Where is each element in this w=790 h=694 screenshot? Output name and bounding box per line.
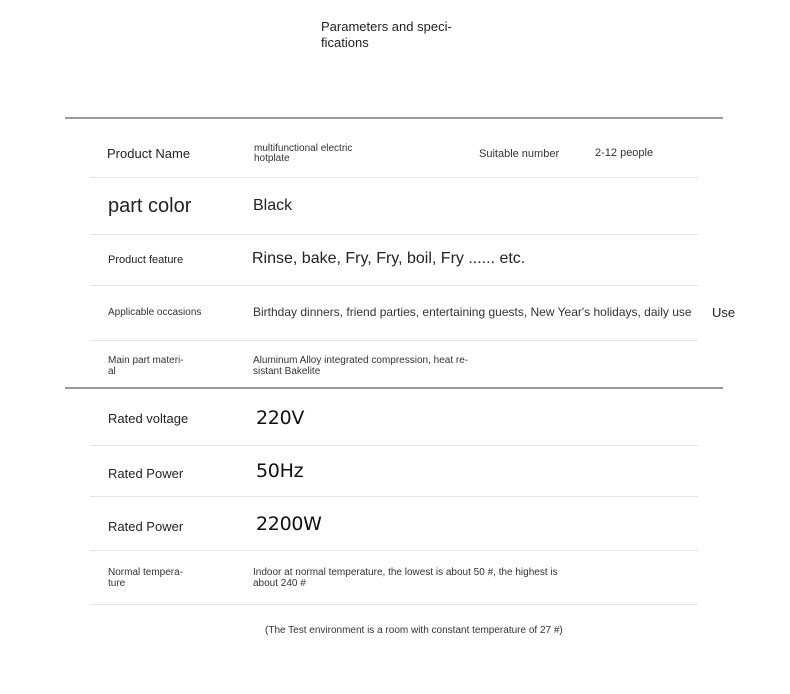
page-title-line-1: Parameters and speci-: [321, 19, 452, 34]
row-divider: [90, 496, 698, 497]
product-name-value-line-1: multifunctional electric: [254, 143, 353, 154]
main-part-material-label-line-2: al: [108, 366, 116, 377]
table-top-divider: [65, 117, 723, 119]
suitable-number-label: Suitable number: [479, 148, 560, 160]
product-feature-label: Product feature: [108, 254, 184, 266]
product-name-label: Product Name: [107, 146, 191, 161]
applicable-occasions-value: Birthday dinners, friend parties, entertaining guests, New Year's holidays, daily use: [253, 305, 692, 319]
row-divider: [90, 550, 698, 551]
normal-temperature-value: [253, 567, 558, 589]
normal-temperature-label-line-2: ture: [108, 578, 126, 589]
product-name-value-line-2: hotplate: [254, 153, 290, 164]
normal-temperature-value-line-2: about 240 #: [253, 578, 306, 589]
product-name-value: [254, 144, 352, 164]
applicable-occasions-value-tail: Use: [712, 305, 736, 320]
section-divider: [65, 387, 723, 389]
normal-temperature-value-line-1: Indoor at normal temperature, the lowest is about 50 #, the highest is: [253, 567, 558, 578]
normal-temperature-label-line-1: Normal tempera-: [108, 567, 184, 578]
row-divider: [90, 234, 698, 235]
rated-voltage-value: 220V: [256, 407, 305, 429]
main-part-material-value-line-1: Aluminum Alloy integrated compression, heat re-: [253, 355, 469, 366]
main-part-material-value: [253, 355, 468, 377]
part-color-label: part color: [108, 195, 192, 217]
rated-frequency-value: 50Hz: [256, 460, 304, 482]
main-part-material-label-line-1: Main part materi-: [108, 355, 184, 366]
row-divider: [90, 604, 698, 605]
main-part-material-value-line-2: sistant Bakelite: [253, 366, 321, 377]
applicable-occasions-label: Applicable occasions: [108, 307, 202, 318]
row-divider: [90, 177, 698, 178]
rated-power-value: 2200W: [256, 513, 322, 535]
suitable-number-value: 2-12 people: [595, 147, 654, 159]
part-color-value: Black: [253, 197, 293, 214]
rated-voltage-label: Rated voltage: [108, 411, 189, 426]
row-divider: [90, 445, 698, 446]
main-part-material-label: [108, 355, 184, 377]
normal-temperature-label: [108, 567, 183, 589]
row-divider: [90, 340, 698, 341]
page-title-line-2: fications: [321, 35, 369, 50]
rated-frequency-label: Rated Power: [108, 466, 184, 481]
test-environment-footnote: (The Test environment is a room with constant temperature of 27 #): [265, 625, 563, 636]
rated-power-label: Rated Power: [108, 519, 184, 534]
page-title: [321, 19, 481, 51]
row-divider: [90, 285, 698, 286]
product-feature-value: Rinse, bake, Fry, Fry, boil, Fry ...... etc.: [252, 250, 526, 267]
